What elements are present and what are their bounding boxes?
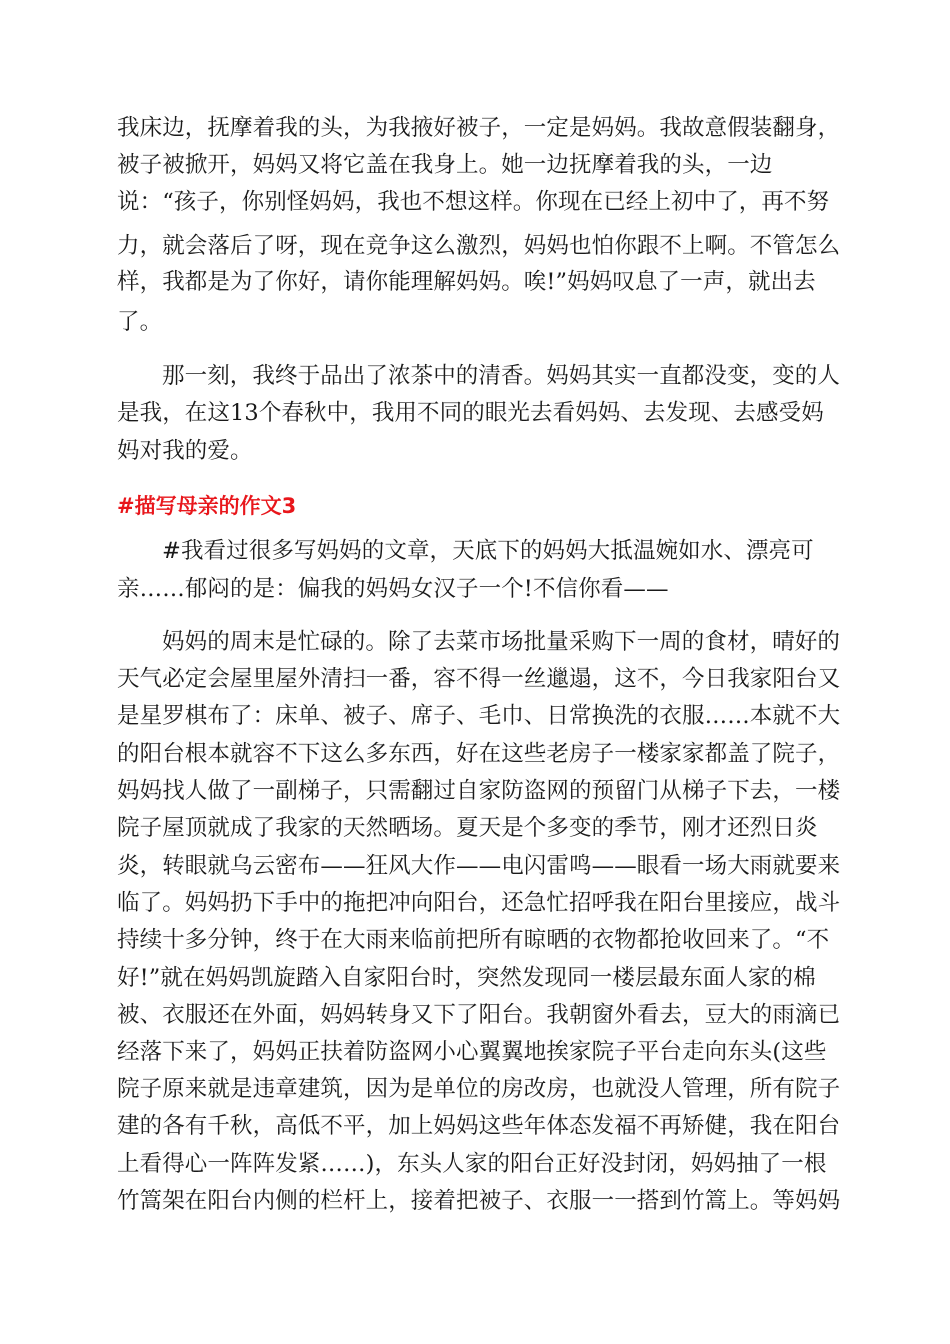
paragraph-1-line-1: 我床边，抚摩着我的头，为我掖好被子，一定是妈妈。我故意假装翻身， — [117, 115, 841, 141]
paragraph-4-line-9: 持续十多分钟，终于在大雨来临前把所有晾晒的衣物都抢收回来了。“不 — [117, 927, 830, 953]
paragraph-2-line-2: 是我，在这13个春秋中，我用不同的眼光去看妈妈、去发现、去感受妈 — [117, 400, 824, 426]
paragraph-4-line-14: 建的各有千秋，高低不平，加上妈妈这些年体态发福不再矫健，我在阳台 — [117, 1113, 841, 1139]
paragraph-4-line-16: 竹篙架在阳台内侧的栏杆上，接着把被子、衣服一一搭到竹篙上。等妈妈 — [117, 1188, 841, 1214]
paragraph-1-line-4: 力，就会落后了呀，现在竞争这么激烈，妈妈也怕你跟不上啊。不管怎么 — [117, 233, 841, 259]
section-heading: #描写母亲的作文3 — [117, 494, 297, 518]
paragraph-3-line-2: 亲……郁闷的是：偏我的妈妈女汉子一个!不信你看—— — [117, 576, 669, 602]
paragraph-4-line-11: 被、衣服还在外面，妈妈转身又下了阳台。我朝窗外看去，豆大的雨滴已 — [117, 1002, 841, 1028]
paragraph-4-line-2: 天气必定会屋里屋外清扫一番，容不得一丝邋遢，这不，今日我家阳台又 — [117, 666, 841, 692]
paragraph-4-line-3: 是星罗棋布了：床单、被子、席子、毛巾、日常换洗的衣服……本就不大 — [117, 703, 841, 729]
paragraph-4-line-12: 经落下来了，妈妈正扶着防盗网小心翼翼地挨家院子平台走向东头(这些 — [117, 1039, 827, 1065]
paragraph-2-line-1: 那一刻，我终于品出了浓茶中的清香。妈妈其实一直都没变，变的人 — [162, 363, 841, 389]
paragraph-1-line-2: 被子被掀开，妈妈又将它盖在我身上。她一边抚摩着我的头，一边 — [117, 152, 773, 178]
paragraph-4-line-7: 炎，转眼就乌云密布——狂风大作——电闪雷鸣——眼看一场大雨就要来 — [117, 853, 841, 879]
paragraph-2-line-3: 妈对我的爱。 — [117, 438, 253, 464]
paragraph-4-line-6: 院子屋顶就成了我家的天然晒场。夏天是个多变的季节，刚才还烈日炎 — [117, 815, 818, 841]
paragraph-4-line-4: 的阳台根本就容不下这么多东西，好在这些老房子一楼家家都盖了院子， — [117, 741, 841, 767]
paragraph-4-line-8: 临了。妈妈扔下手中的拖把冲向阳台，还急忙招呼我在阳台里接应，战斗 — [117, 890, 841, 916]
paragraph-1-line-3: 说：“孩子，你别怪妈妈，我也不想这样。你现在已经上初中了，再不努 — [117, 189, 830, 215]
paragraph-4-line-10: 好!”就在妈妈凯旋踏入自家阳台时，突然发现同一楼层最东面人家的棉 — [117, 965, 816, 991]
paragraph-3-line-1: #我看过很多写妈妈的文章，天底下的妈妈大抵温婉如水、漂亮可 — [162, 538, 814, 564]
paragraph-1-line-6: 了。 — [117, 309, 163, 335]
paragraph-4-line-13: 院子原来就是违章建筑，因为是单位的房改房，也就没人管理，所有院子 — [117, 1076, 841, 1102]
paragraph-4-line-5: 妈妈找人做了一副梯子，只需翻过自家防盗网的预留门从梯子下去，一楼 — [117, 778, 841, 804]
paragraph-1-line-5: 样，我都是为了你好，请你能理解妈妈。唉!”妈妈叹息了一声，就出去 — [117, 269, 816, 295]
paragraph-4-line-15: 上看得心一阵阵发紧……)，东头人家的阳台正好没封闭，妈妈抽了一根 — [117, 1151, 827, 1177]
paragraph-4-line-1: 妈妈的周末是忙碌的。除了去菜市场批量采购下一周的食材，晴好的 — [162, 629, 841, 655]
